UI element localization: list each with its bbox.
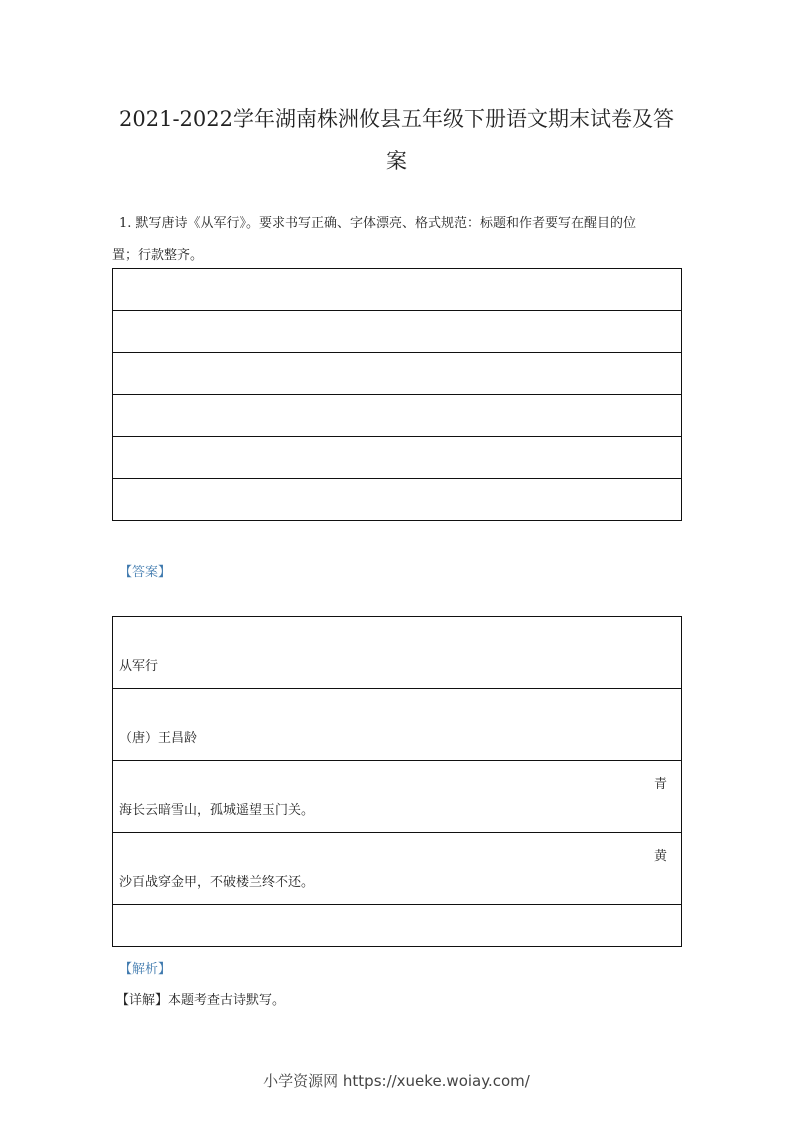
blank-row[interactable] <box>113 479 682 521</box>
question-line-2: 置；行款整齐。 <box>112 248 204 263</box>
answer-row <box>113 761 682 833</box>
blank-row[interactable] <box>113 353 682 395</box>
answer-row <box>113 833 682 905</box>
answer-text-right: 青 <box>653 777 667 792</box>
answer-text: （唐）王昌龄 <box>119 731 198 746</box>
answer-row <box>113 905 682 947</box>
blank-row[interactable] <box>113 395 682 437</box>
blank-row[interactable] <box>113 311 682 353</box>
title-line-2: 案 <box>386 149 407 173</box>
footer-watermark: 小学资源网 https://xueke.woiay.com/ <box>263 1072 530 1090</box>
blank-row[interactable] <box>113 269 682 311</box>
question-line-1: 1. 默写唐诗《从军行》。要求书写正确、字体漂亮、格式规范：标题和作者要写在醒目的位 <box>119 216 637 231</box>
answer-row <box>113 689 682 761</box>
answer-label: 【答案】 <box>119 565 172 580</box>
answer-table <box>112 616 682 947</box>
title-line-1: 2021-2022学年湖南株洲攸县五年级下册语文期末试卷及答 <box>119 107 674 131</box>
blank-row[interactable] <box>113 437 682 479</box>
detail-text: 【详解】本题考查古诗默写。 <box>116 993 286 1008</box>
answer-row <box>113 617 682 689</box>
blank-writing-table <box>112 268 682 521</box>
analysis-label: 【解析】 <box>119 962 172 977</box>
answer-text-right: 黄 <box>653 849 667 864</box>
answer-text: 海长云暗雪山，孤城遥望玉门关。 <box>119 803 315 818</box>
answer-text: 从军行 <box>119 659 159 674</box>
answer-text: 沙百战穿金甲，不破楼兰终不还。 <box>119 875 315 890</box>
